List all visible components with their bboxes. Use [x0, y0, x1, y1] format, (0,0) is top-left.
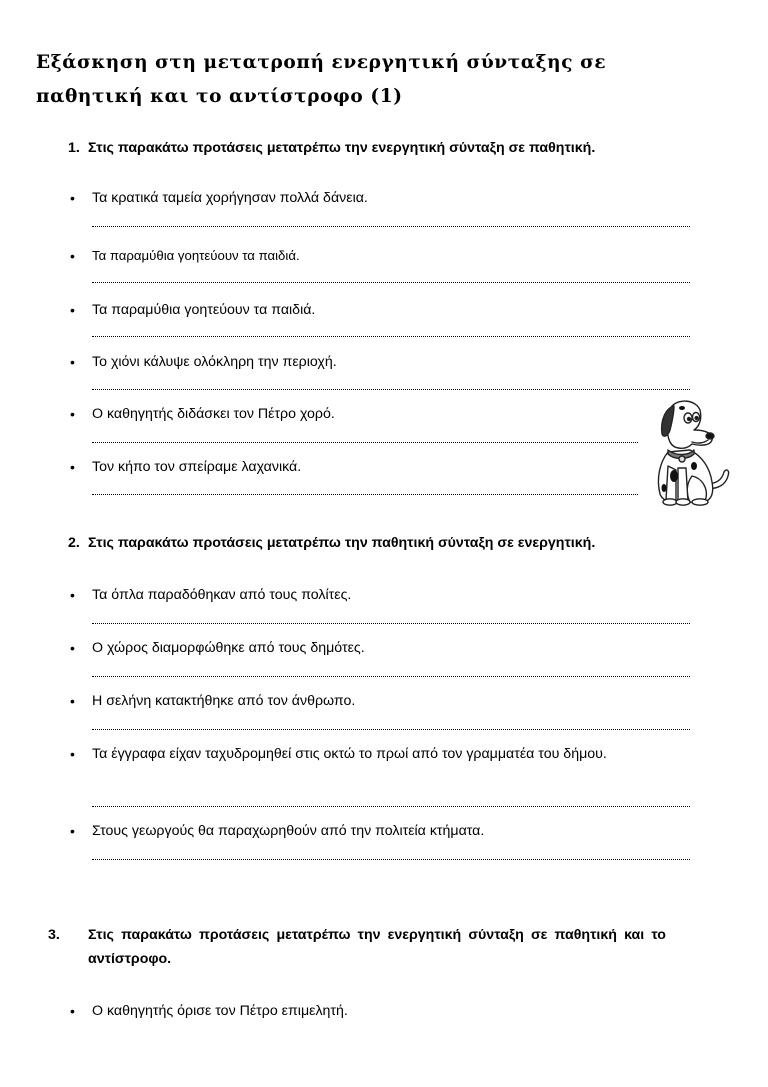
- answer-line[interactable]: [92, 852, 690, 860]
- answer-line[interactable]: [92, 435, 638, 443]
- section-1-number: 1.: [68, 140, 80, 156]
- bullet-icon: •: [70, 248, 75, 264]
- exercise-sentence: Ο χώρος διαμορφώθηκε από τους δημότες.: [92, 640, 365, 656]
- bullet-icon: •: [70, 823, 75, 839]
- section-3-heading-text: Στις παρακάτω προτάσεις μετατρέπω την ενεργητική σύνταξη σε παθητική και το αντίστροφο.: [88, 927, 666, 967]
- section-1-heading: [68, 136, 595, 160]
- answer-line[interactable]: [92, 382, 690, 390]
- exercise-sentence: Ο καθηγητής διδάσκει τον Πέτρο χορό.: [92, 406, 335, 422]
- bullet-icon: •: [70, 693, 75, 709]
- section-2-heading-text: Στις παρακάτω προτάσεις μετατρέπω την παθητική σύνταξη σε ενεργητική.: [88, 535, 596, 551]
- answer-line[interactable]: [92, 799, 690, 807]
- exercise-sentence: Η σελήνη κατακτήθηκε από τον άνθρωπο.: [92, 693, 356, 709]
- answer-line[interactable]: [92, 616, 690, 624]
- exercise-sentence: Τα κρατικά ταμεία χορήγησαν πολλά δάνεια.: [92, 190, 368, 206]
- section-3-number: 3.: [48, 927, 60, 943]
- bullet-icon: •: [70, 1003, 75, 1019]
- bullet-icon: •: [70, 354, 75, 370]
- exercise-sentence: Τον κήπο τον σπείραμε λαχανικά.: [92, 459, 302, 475]
- cartoon-dog-illustration: [646, 396, 732, 508]
- bullet-icon: •: [70, 746, 75, 762]
- bullet-icon: •: [70, 459, 75, 475]
- answer-line[interactable]: [92, 669, 690, 677]
- bullet-icon: •: [70, 302, 75, 318]
- title-line-2: παθητική και το αντίστροφο (1): [36, 86, 403, 107]
- exercise-sentence: Ο καθηγητής όρισε τον Πέτρο επιμελητή.: [92, 1003, 348, 1019]
- section-2-heading: [68, 531, 595, 555]
- bullet-icon: •: [70, 587, 75, 603]
- exercise-sentence: Τα όπλα παραδόθηκαν από τους πολίτες.: [92, 587, 352, 603]
- answer-line[interactable]: [92, 722, 690, 730]
- answer-line[interactable]: [92, 329, 690, 337]
- exercise-sentence: Τα έγγραφα είχαν ταχυδρομηθεί στις οκτώ το πρωί από τον γραμματέα του δήμου.: [92, 746, 607, 762]
- exercise-sentence: Το χιόνι κάλυψε ολόκληρη την περιοχή.: [92, 354, 337, 370]
- bullet-icon: •: [70, 640, 75, 656]
- bullet-icon: •: [70, 190, 75, 206]
- bullet-icon: •: [70, 406, 75, 422]
- answer-line[interactable]: [92, 275, 690, 283]
- answer-line[interactable]: [92, 219, 690, 227]
- section-2-number: 2.: [68, 535, 80, 551]
- worksheet-title: [36, 46, 676, 114]
- exercise-sentence: Στους γεωργούς θα παραχωρηθούν από την πολιτεία κτήματα.: [92, 823, 485, 839]
- section-1-heading-text: Στις παρακάτω προτάσεις μετατρέπω την ενεργητική σύνταξη σε παθητική.: [88, 140, 596, 156]
- exercise-sentence: Τα παραμύθια γοητεύουν τα παιδιά.: [92, 248, 300, 263]
- answer-line[interactable]: [92, 487, 638, 495]
- exercise-sentence: Τα παραμύθια γοητεύουν τα παιδιά.: [92, 302, 316, 318]
- title-line-1: Εξάσκηση στη μετατροπή ενεργητική σύνταξης σε: [36, 52, 607, 73]
- section-3-heading: [48, 923, 724, 971]
